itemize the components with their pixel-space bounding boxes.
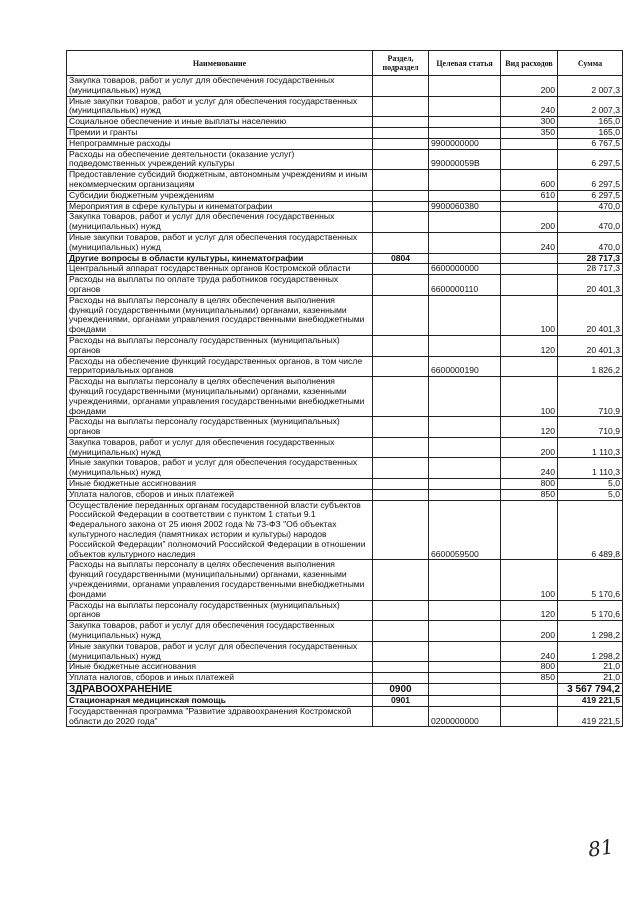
table-row xyxy=(67,96,623,117)
cell-name: Уплата налогов, сборов и иных платежей xyxy=(67,673,373,684)
cell-name: Расходы на обеспечение деятельности (оказание услуг) подведомственных учреждений культуры xyxy=(67,149,373,170)
table-row xyxy=(67,500,623,560)
cell-name: Мероприятия в сфере культуры и кинематографии xyxy=(67,201,373,212)
table-row xyxy=(67,377,623,417)
cell-name: Другие вопросы в области культуры, кинематографии xyxy=(67,253,373,264)
cell-sum: 470,0 xyxy=(558,232,623,253)
cell-target: 6600059500 xyxy=(429,500,501,560)
table-row xyxy=(67,417,623,438)
cell-target xyxy=(429,479,501,490)
cell-target xyxy=(429,212,501,233)
cell-target xyxy=(429,253,501,264)
table-row xyxy=(67,560,623,600)
cell-target xyxy=(429,458,501,479)
cell-name: Иные закупки товаров, работ и услуг для обеспечения государственных (муниципальных) нужд xyxy=(67,641,373,662)
table-row xyxy=(67,117,623,128)
cell-sum: 710,9 xyxy=(558,417,623,438)
cell-sum: 419 221,5 xyxy=(558,706,623,727)
cell-name: Расходы на выплаты персоналу государственных (муниципальных) органов xyxy=(67,417,373,438)
cell-expense xyxy=(501,201,558,212)
cell-section: 0804 xyxy=(373,253,429,264)
cell-name: Предоставление субсидий бюджетным, автономным учреждениям и иным некоммерческим организациям xyxy=(67,170,373,191)
cell-section xyxy=(373,275,429,296)
cell-section xyxy=(373,212,429,233)
cell-section xyxy=(373,335,429,356)
cell-expense: 350 xyxy=(501,127,558,138)
table-row xyxy=(67,170,623,191)
cell-expense: 200 xyxy=(501,437,558,458)
cell-sum: 20 401,3 xyxy=(558,275,623,296)
cell-expense xyxy=(501,500,558,560)
cell-target: 9900060380 xyxy=(429,201,501,212)
cell-section xyxy=(373,641,429,662)
table-row xyxy=(67,264,623,275)
cell-sum: 21,0 xyxy=(558,673,623,684)
cell-target xyxy=(429,621,501,642)
cell-target xyxy=(429,127,501,138)
cell-section xyxy=(373,560,429,600)
cell-target xyxy=(429,335,501,356)
cell-name: Закупка товаров, работ и услуг для обеспечения государственных (муниципальных) нужд xyxy=(67,212,373,233)
cell-target xyxy=(429,190,501,201)
cell-target xyxy=(429,232,501,253)
cell-expense: 610 xyxy=(501,190,558,201)
cell-section xyxy=(373,127,429,138)
cell-expense xyxy=(501,138,558,149)
cell-name: ЗДРАВООХРАНЕНИЕ xyxy=(67,684,373,696)
table-row xyxy=(67,600,623,621)
cell-target xyxy=(429,489,501,500)
cell-expense: 800 xyxy=(501,479,558,490)
cell-target xyxy=(429,696,501,707)
cell-sum: 6 489,8 xyxy=(558,500,623,560)
table-row xyxy=(67,253,623,264)
table-row xyxy=(67,295,623,335)
cell-sum: 3 567 794,2 xyxy=(558,684,623,696)
table-body xyxy=(67,76,623,727)
cell-name: Субсидии бюджетным учреждениям xyxy=(67,190,373,201)
table-row xyxy=(67,673,623,684)
cell-sum: 6 297,5 xyxy=(558,149,623,170)
cell-target xyxy=(429,377,501,417)
cell-section xyxy=(373,264,429,275)
cell-name: Закупка товаров, работ и услуг для обеспечения государственных (муниципальных) нужд xyxy=(67,621,373,642)
table-row xyxy=(67,212,623,233)
cell-section xyxy=(373,201,429,212)
header-name: Наименование xyxy=(67,51,373,76)
cell-sum: 470,0 xyxy=(558,201,623,212)
cell-sum: 5,0 xyxy=(558,479,623,490)
cell-section: 0900 xyxy=(373,684,429,696)
cell-target xyxy=(429,170,501,191)
cell-sum: 1 826,2 xyxy=(558,356,623,377)
cell-expense: 200 xyxy=(501,212,558,233)
cell-sum: 6 767,5 xyxy=(558,138,623,149)
cell-section xyxy=(373,673,429,684)
cell-target xyxy=(429,417,501,438)
cell-section xyxy=(373,232,429,253)
cell-sum: 2 007,3 xyxy=(558,76,623,97)
table-row xyxy=(67,621,623,642)
header-target: Целевая статья xyxy=(429,51,501,76)
cell-sum: 470,0 xyxy=(558,212,623,233)
cell-name: Расходы на выплаты персоналу государственных (муниципальных) органов xyxy=(67,335,373,356)
cell-expense xyxy=(501,684,558,696)
table-row xyxy=(67,138,623,149)
cell-expense: 120 xyxy=(501,335,558,356)
cell-target: 0200000000 xyxy=(429,706,501,727)
cell-sum: 5 170,6 xyxy=(558,600,623,621)
table-row xyxy=(67,201,623,212)
table-header-row xyxy=(67,51,623,76)
cell-sum: 1 298,2 xyxy=(558,641,623,662)
cell-target xyxy=(429,673,501,684)
cell-sum: 165,0 xyxy=(558,117,623,128)
cell-sum: 165,0 xyxy=(558,127,623,138)
table-row xyxy=(67,335,623,356)
cell-section xyxy=(373,377,429,417)
cell-expense: 300 xyxy=(501,117,558,128)
cell-expense: 800 xyxy=(501,662,558,673)
cell-target: 6600000190 xyxy=(429,356,501,377)
cell-section xyxy=(373,76,429,97)
table-row xyxy=(67,684,623,696)
cell-section xyxy=(373,417,429,438)
cell-expense: 240 xyxy=(501,96,558,117)
cell-sum: 21,0 xyxy=(558,662,623,673)
cell-name: Социальное обеспечение и иные выплаты населению xyxy=(67,117,373,128)
cell-target xyxy=(429,96,501,117)
cell-target xyxy=(429,600,501,621)
cell-name: Иные закупки товаров, работ и услуг для обеспечения государственных (муниципальных) нужд xyxy=(67,96,373,117)
header-sum: Сумма xyxy=(558,51,623,76)
cell-sum: 419 221,5 xyxy=(558,696,623,707)
cell-sum: 710,9 xyxy=(558,377,623,417)
table-row xyxy=(67,127,623,138)
cell-sum: 6 297,5 xyxy=(558,170,623,191)
cell-name: Иные бюджетные ассигнования xyxy=(67,479,373,490)
page-number: 81 xyxy=(586,834,615,862)
cell-target xyxy=(429,662,501,673)
cell-sum: 6 297,5 xyxy=(558,190,623,201)
cell-name: Расходы на обеспечение функций государственных органов, в том числе территориальных органов xyxy=(67,356,373,377)
cell-expense: 240 xyxy=(501,232,558,253)
cell-sum: 5,0 xyxy=(558,489,623,500)
cell-section xyxy=(373,437,429,458)
cell-expense xyxy=(501,264,558,275)
cell-name: Государственная программа "Развитие здравоохранения Костромской области до 2020 года" xyxy=(67,706,373,727)
cell-section xyxy=(373,479,429,490)
cell-section xyxy=(373,149,429,170)
cell-name: Расходы на выплаты персоналу в целях обеспечения выполнения функций государственными (муниципальными) органами, казенными учреждениями, органами управления государственными внебюджетными фондами xyxy=(67,377,373,417)
cell-section xyxy=(373,138,429,149)
cell-expense xyxy=(501,356,558,377)
cell-target xyxy=(429,641,501,662)
cell-target xyxy=(429,437,501,458)
cell-name: Иные бюджетные ассигнования xyxy=(67,662,373,673)
table-row xyxy=(67,696,623,707)
cell-expense: 100 xyxy=(501,377,558,417)
cell-expense: 600 xyxy=(501,170,558,191)
table-row xyxy=(67,76,623,97)
cell-section xyxy=(373,96,429,117)
cell-target: 9900000000 xyxy=(429,138,501,149)
header-expense: Вид расходов xyxy=(501,51,558,76)
cell-name: Иные закупки товаров, работ и услуг для обеспечения государственных (муниципальных) нужд xyxy=(67,232,373,253)
cell-sum: 1 110,3 xyxy=(558,458,623,479)
cell-expense xyxy=(501,696,558,707)
cell-expense: 120 xyxy=(501,417,558,438)
table-row xyxy=(67,458,623,479)
cell-target xyxy=(429,76,501,97)
table-row xyxy=(67,190,623,201)
cell-expense: 850 xyxy=(501,673,558,684)
cell-target: 990000059В xyxy=(429,149,501,170)
table-row xyxy=(67,149,623,170)
cell-target xyxy=(429,117,501,128)
cell-section xyxy=(373,356,429,377)
cell-sum: 28 717,3 xyxy=(558,264,623,275)
cell-name: Осуществление переданных органам государственной власти субъектов Российской Федерации в соответствии с пунктом 1 статьи 9.1 Федерального закона от 25 июня 2002 года № 73-ФЗ "Об объектах культурного наследия (памятниках истории и культуры) народов Российской Федерации" полномочий Российской Федерации в отношении объектов культурного наследия xyxy=(67,500,373,560)
cell-name: Стационарная медицинская помощь xyxy=(67,696,373,707)
cell-section xyxy=(373,706,429,727)
cell-target xyxy=(429,560,501,600)
table-row xyxy=(67,641,623,662)
cell-sum: 5 170,6 xyxy=(558,560,623,600)
cell-target xyxy=(429,684,501,696)
cell-section xyxy=(373,458,429,479)
table-row xyxy=(67,479,623,490)
cell-name: Расходы на выплаты по оплате труда работников государственных органов xyxy=(67,275,373,296)
cell-expense: 200 xyxy=(501,76,558,97)
cell-section xyxy=(373,170,429,191)
cell-section xyxy=(373,500,429,560)
cell-target: 6600000110 xyxy=(429,275,501,296)
cell-section xyxy=(373,489,429,500)
cell-section xyxy=(373,600,429,621)
cell-sum: 1 110,3 xyxy=(558,437,623,458)
cell-expense xyxy=(501,149,558,170)
cell-expense: 850 xyxy=(501,489,558,500)
table-row xyxy=(67,662,623,673)
cell-expense: 240 xyxy=(501,458,558,479)
cell-section xyxy=(373,662,429,673)
cell-sum: 28 717,3 xyxy=(558,253,623,264)
header-section: Раздел, подраздел xyxy=(373,51,429,76)
cell-section xyxy=(373,117,429,128)
cell-expense: 200 xyxy=(501,621,558,642)
cell-name: Непрограммные расходы xyxy=(67,138,373,149)
table-row xyxy=(67,275,623,296)
cell-name: Премии и гранты xyxy=(67,127,373,138)
cell-name: Расходы на выплаты персоналу государственных (муниципальных) органов xyxy=(67,600,373,621)
cell-section xyxy=(373,295,429,335)
table-row xyxy=(67,706,623,727)
cell-expense xyxy=(501,275,558,296)
cell-target xyxy=(429,295,501,335)
cell-expense: 100 xyxy=(501,295,558,335)
table-row xyxy=(67,489,623,500)
cell-name: Уплата налогов, сборов и иных платежей xyxy=(67,489,373,500)
cell-sum: 2 007,3 xyxy=(558,96,623,117)
cell-name: Закупка товаров, работ и услуг для обеспечения государственных (муниципальных) нужд xyxy=(67,437,373,458)
budget-table xyxy=(66,50,623,727)
table-row xyxy=(67,437,623,458)
cell-sum: 20 401,3 xyxy=(558,295,623,335)
cell-expense xyxy=(501,253,558,264)
cell-sum: 20 401,3 xyxy=(558,335,623,356)
cell-expense xyxy=(501,706,558,727)
cell-sum: 1 298,2 xyxy=(558,621,623,642)
cell-target: 6600000000 xyxy=(429,264,501,275)
cell-name: Закупка товаров, работ и услуг для обеспечения государственных (муниципальных) нужд xyxy=(67,76,373,97)
table-row xyxy=(67,232,623,253)
cell-expense: 120 xyxy=(501,600,558,621)
cell-section: 0901 xyxy=(373,696,429,707)
cell-name: Расходы на выплаты персоналу в целях обеспечения выполнения функций государственными (муниципальными) органами, казенными учреждениями, органами управления государственными внебюджетными фондами xyxy=(67,560,373,600)
table-row xyxy=(67,356,623,377)
cell-expense: 240 xyxy=(501,641,558,662)
cell-name: Иные закупки товаров, работ и услуг для обеспечения государственных (муниципальных) нужд xyxy=(67,458,373,479)
cell-section xyxy=(373,190,429,201)
cell-expense: 100 xyxy=(501,560,558,600)
cell-section xyxy=(373,621,429,642)
cell-name: Расходы на выплаты персоналу в целях обеспечения выполнения функций государственными (муниципальными) органами, казенными учреждениями, органами управления государственными внебюджетными фондами xyxy=(67,295,373,335)
cell-name: Центральный аппарат государственных органов Костромской области xyxy=(67,264,373,275)
